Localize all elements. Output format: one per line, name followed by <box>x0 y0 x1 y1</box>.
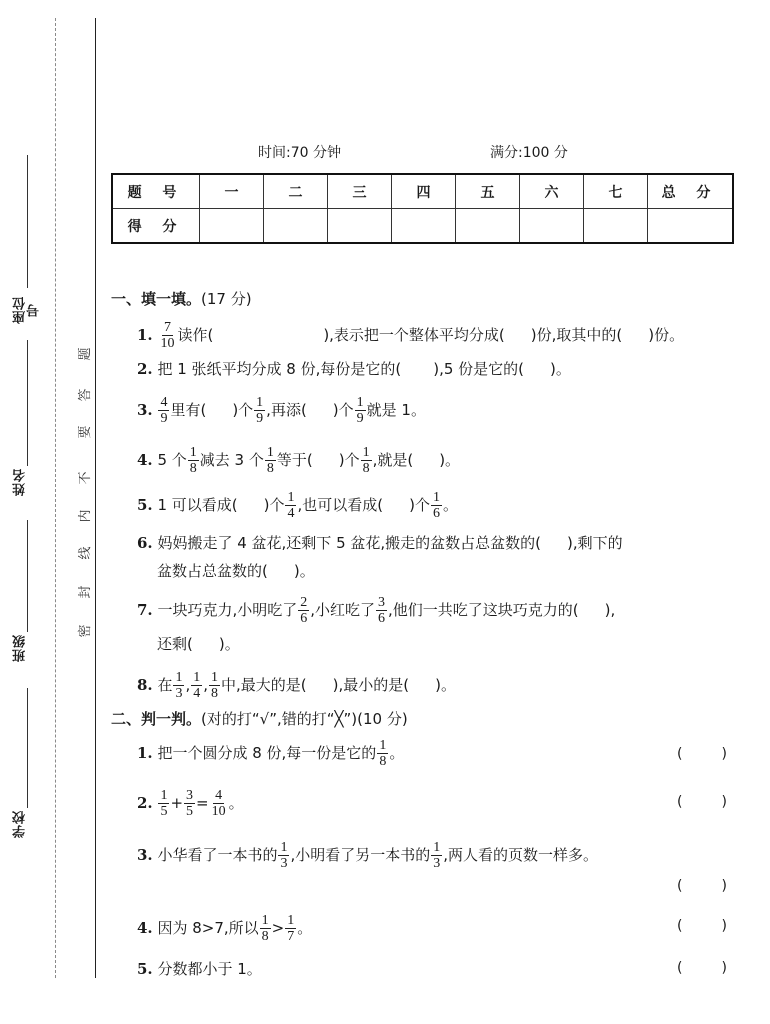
score-table-header-row <box>112 174 733 209</box>
seal-char: 线 <box>78 546 93 560</box>
col-6: 六 <box>520 174 584 209</box>
score-cell-3[interactable] <box>328 209 392 244</box>
fraction: $\frac{1}{3}$ <box>280 840 288 871</box>
fill-question-8: 8. 在 $\frac{1}{3}$ , $\frac{1}{4}$ , $\frac{1}{8}$ 中,最大的是( ),最小的是( )。 <box>137 670 456 701</box>
seal-char: 题 <box>78 347 93 361</box>
fraction: $\frac{7}{10}$ <box>160 320 175 351</box>
fraction: $\frac{1}{4}$ <box>193 670 201 701</box>
fraction: $\frac{1}{8}$ <box>362 445 370 476</box>
section-1-title <box>111 288 252 309</box>
seat-number-line[interactable] <box>27 155 28 288</box>
col-1: 一 <box>200 174 264 209</box>
fill-question-4: 4. 5 个 $\frac{1}{8}$ 减去 3 个 $\frac{1}{8}$ 等于( )个 $\frac{1}{8}$ ,就是( )。 <box>137 445 461 476</box>
school-line[interactable] <box>27 688 28 808</box>
score-cell-1[interactable] <box>200 209 264 244</box>
section-1-points: (17 分) <box>201 290 252 308</box>
seal-char: 要 <box>78 425 93 439</box>
col-total: 总 分 <box>648 174 734 209</box>
section-2-heading: 二、判一判。 <box>111 710 202 728</box>
seat-number-label: 座位号 <box>13 296 42 324</box>
class-line[interactable] <box>27 520 28 632</box>
fill-question-2: 2. 把 1 张纸平均分成 8 份,每份是它的( ),5 份是它的( )。 <box>137 360 571 378</box>
fill-question-1: 1. $\frac{7}{10}$ 读作( ),表示把一个整体平均分成( )份,取其中的( )份。 <box>137 320 685 351</box>
section-2-title <box>111 708 408 729</box>
fill-question-6: 6. 妈妈搬走了 4 盆花,还剩下 5 盆花,搬走的盆数占总盆数的( ),剩下的 <box>137 534 623 552</box>
score-cell-4[interactable] <box>392 209 456 244</box>
seal-char: 封 <box>78 585 93 599</box>
fraction: $\frac{3}{5}$ <box>186 788 194 819</box>
exam-time: 时间:70 分钟 <box>258 145 341 161</box>
fraction: $\frac{1}{8}$ <box>379 738 387 769</box>
school-label: 学校 <box>13 810 28 838</box>
score-cell-total[interactable] <box>648 209 734 244</box>
section-2-instructions: (对的打“√”,错的打“╳”)(10 分) <box>201 710 408 728</box>
fraction: $\frac{1}{8}$ <box>189 445 197 476</box>
full-score: 满分:100 分 <box>490 145 568 161</box>
fraction: $\frac{4}{9}$ <box>160 395 168 426</box>
fraction: $\frac{1}{8}$ <box>266 445 274 476</box>
fraction: $\frac{1}{8}$ <box>261 913 269 944</box>
seal-char: 内 <box>78 509 93 523</box>
fraction: $\frac{1}{5}$ <box>160 788 168 819</box>
fraction: $\frac{2}{6}$ <box>300 595 308 626</box>
seal-char: 答 <box>78 388 93 402</box>
score-table-score-row <box>112 209 733 244</box>
judge-question-5: 5. 分数都小于 1。 <box>137 960 262 978</box>
fill-question-7: 7. 一块巧克力,小明吃了 $\frac{2}{6}$ ,小红吃了 $\frac{3}{6}$ ,他们一共吃了这块巧克力的( ), <box>137 595 616 626</box>
fraction: $\frac{1}{8}$ <box>211 670 219 701</box>
fill-question-5: 5. 1 可以看成( )个 $\frac{1}{4}$ ,也可以看成( )个 $\frac{1}{6}$ 。 <box>137 490 458 521</box>
name-line[interactable] <box>27 340 28 466</box>
judge-question-3: 3. 小华看了一本书的 $\frac{1}{3}$ ,小明看了另一本书的 $\frac{1}{3}$ ,两人看的页数一样多。 <box>137 840 599 871</box>
judge-answer-2[interactable]: ( ) <box>677 794 727 810</box>
col-4: 四 <box>392 174 456 209</box>
fraction: $\frac{1}{3}$ <box>175 670 183 701</box>
judge-answer-5[interactable]: ( ) <box>677 960 727 976</box>
section-1-heading: 一、填一填。 <box>111 290 202 308</box>
fill-question-6-line-2: 盆数占总盆数的( )。 <box>157 562 315 580</box>
col-3: 三 <box>328 174 392 209</box>
fraction: $\frac{1}{9}$ <box>256 395 264 426</box>
row-header-question-number: 题 号 <box>112 174 200 209</box>
seal-char: 不 <box>78 471 93 485</box>
fill-question-3: 3. $\frac{4}{9}$ 里有( )个 $\frac{1}{9}$ ,再添( )个 $\frac{1}{9}$ 就是 1。 <box>137 395 426 426</box>
fraction: $\frac{1}{3}$ <box>433 840 441 871</box>
row-header-score: 得 分 <box>112 209 200 244</box>
score-cell-5[interactable] <box>456 209 520 244</box>
fraction: $\frac{3}{6}$ <box>378 595 386 626</box>
fraction: $\frac{1}{4}$ <box>287 490 295 521</box>
binding-solid-line <box>95 18 96 978</box>
judge-answer-4[interactable]: ( ) <box>677 918 727 934</box>
score-cell-2[interactable] <box>264 209 328 244</box>
col-2: 二 <box>264 174 328 209</box>
col-7: 七 <box>584 174 648 209</box>
score-table <box>111 173 734 244</box>
seal-char: 密 <box>78 624 93 638</box>
name-label: 姓名 <box>13 468 28 496</box>
score-cell-6[interactable] <box>520 209 584 244</box>
cut-dashed-line <box>55 18 56 978</box>
fraction: $\frac{1}{9}$ <box>356 395 364 426</box>
score-cell-7[interactable] <box>584 209 648 244</box>
judge-question-1: 1. 把一个圆分成 8 份,每一份是它的 $\frac{1}{8}$ 。 <box>137 738 405 769</box>
judge-answer-1[interactable]: ( ) <box>677 746 727 762</box>
fraction: $\frac{1}{7}$ <box>287 913 295 944</box>
col-5: 五 <box>456 174 520 209</box>
judge-answer-3[interactable]: ( ) <box>677 878 727 894</box>
fraction: $\frac{4}{10}$ <box>211 788 226 819</box>
fill-question-7-line-2: 还剩( )。 <box>157 635 240 653</box>
fraction: $\frac{1}{6}$ <box>432 490 440 521</box>
judge-question-4: 4. 因为 8>7,所以 $\frac{1}{8}$ > $\frac{1}{7}$ 。 <box>137 913 313 944</box>
class-label: 班级 <box>13 634 28 662</box>
judge-question-2: 2. $\frac{1}{5}$ + $\frac{3}{5}$ = $\frac{4}{10}$ 。 <box>137 788 244 819</box>
